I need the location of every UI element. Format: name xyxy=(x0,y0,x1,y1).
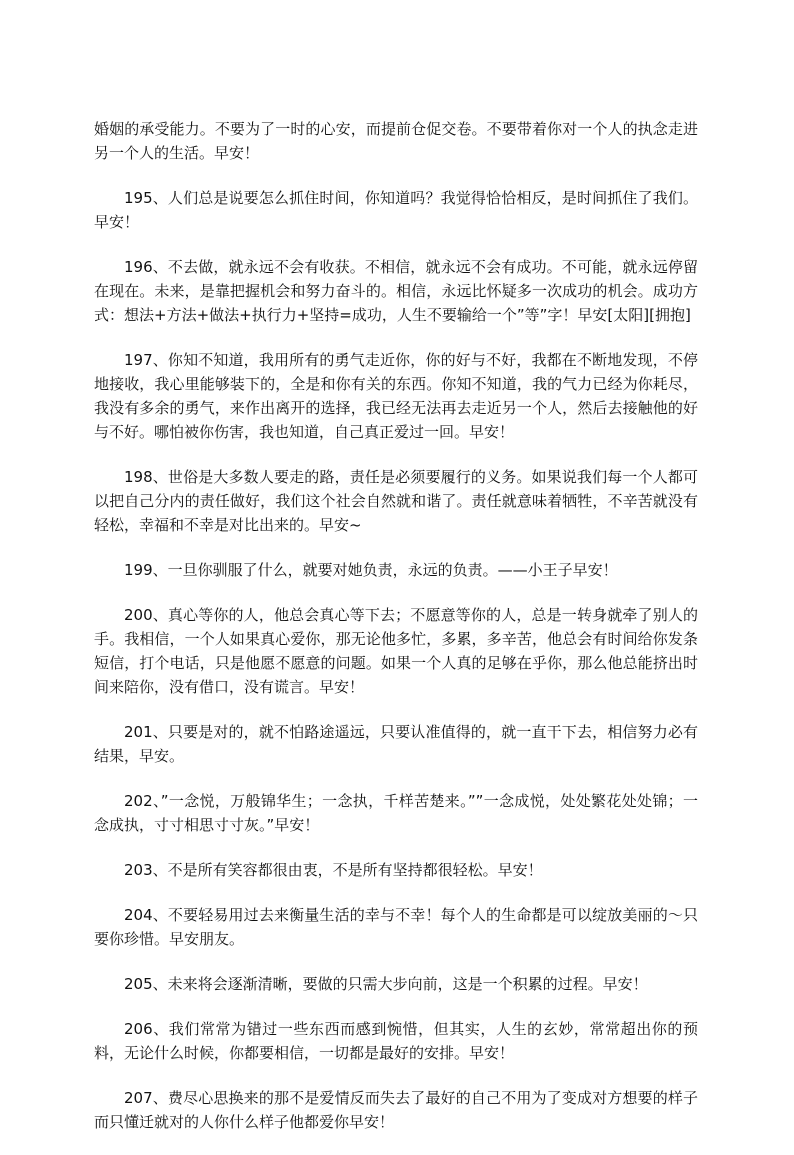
paragraph-203: 203、不是所有笑容都很由衷，不是所有坚持都很轻松。早安！ xyxy=(124,861,543,879)
paragraph-197: 197、你知不知道，我用所有的勇气走近你，你的好与不好，我都在不断地发现，不停地接收，我心里能够装下的，全是和你有关的东西。你知不知道，我的气力已经为你耗尽，我没有多余的勇气，来作出离开的选择，我已经无法再去走近另一个人，然后去接触他的好与不好。哪怕被你伤害，我也知道，自己真正爱过一回。早安！ xyxy=(94,351,698,441)
paragraph-205: 205、未来将会逐渐清晰，要做的只需大步向前，这是一个积累的过程。早安！ xyxy=(124,975,648,993)
paragraph-204: 204、不要轻易用过去来衡量生活的幸与不幸！每个人的生命都是可以绽放美丽的～只要你珍惜。早安朋友。 xyxy=(94,906,698,948)
paragraph-206: 206、我们常常为错过一些东西而感到惋惜，但其实，人生的玄妙，常常超出你的预料，无论什么时候，你都要相信，一切都是最好的安排。早安！ xyxy=(94,1020,698,1062)
document-body xyxy=(94,117,698,1155)
paragraph-199: 199、一旦你驯服了什么，就要对她负责，永远的负责。——小王子早安！ xyxy=(124,561,618,579)
paragraph-200: 200、真心等你的人，他总会真心等下去；不愿意等你的人，总是一转身就牵了别人的手。我相信，一个人如果真心爱你，那无论他多忙，多累，多辛苦，他总会有时间给你发条短信，打个电话，只是他愿不愿意的问题。如果一个人真的足够在乎你，那么他总能挤出时间来陪你，没有借口，没有谎言。早安！ xyxy=(94,606,698,696)
paragraph-198: 198、世俗是大多数人要走的路，责任是必须要履行的义务。如果说我们每一个人都可以把自己分内的责任做好，我们这个社会自然就和谐了。责任就意味着牺牲，不辛苦就没有轻松，幸福和不幸是对比出来的。早安~ xyxy=(94,468,698,534)
paragraph-201: 201、只要是对的，就不怕路途遥远，只要认准值得的，就一直干下去，相信努力必有结果，早安。 xyxy=(94,723,698,765)
paragraph-202: 202、”一念悦，万般锦华生；一念执，千样苦楚来。””一念成悦，处处繁花处处锦；一念成执，寸寸相思寸寸灰。”早安！ xyxy=(94,792,698,834)
paragraph-195: 195、人们总是说要怎么抓住时间，你知道吗？我觉得恰恰相反，是时间抓住了我们。早安！ xyxy=(94,189,698,231)
paragraph-196: 196、不去做，就永远不会有收获。不相信，就永远不会有成功。不可能，就永远停留在现在。未来，是靠把握机会和努力奋斗的。相信，永远比怀疑多一次成功的机会。成功方式：想法+方法+做法+执行力+坚持=成功，人生不要输给一个”等”字！早安[太阳][拥抱] xyxy=(94,258,698,324)
paragraph-207: 207、费尽心思换来的那不是爱情反而失去了最好的自己不用为了变成对方想要的样子而只懂迁就对的人你什么样子他都爱你早安！ xyxy=(94,1089,698,1131)
paragraph-continued: 婚姻的承受能力。不要为了一时的心安，而提前仓促交卷。不要带着你对一个人的执念走进另一个人的生活。早安！ xyxy=(94,120,698,162)
